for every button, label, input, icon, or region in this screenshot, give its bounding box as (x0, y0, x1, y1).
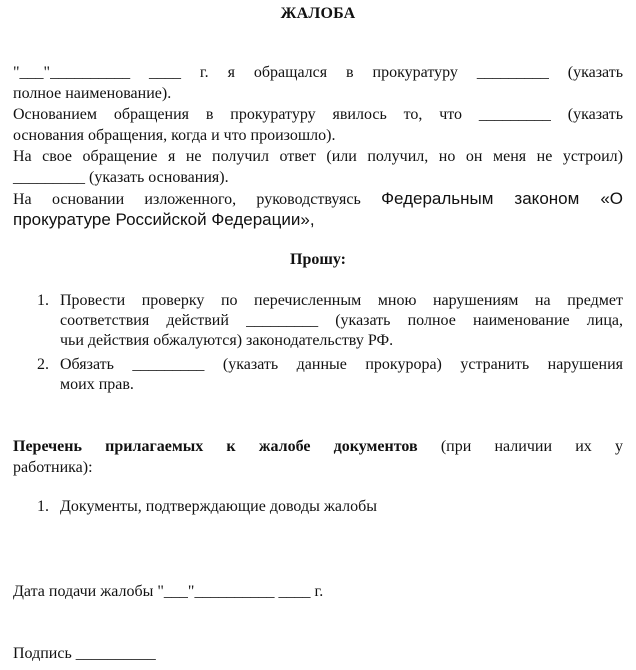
list-number: 2. (37, 356, 49, 373)
list-text (60, 355, 623, 395)
submission-date-line: Дата подачи жалобы "___"__________ ____ г. (13, 583, 324, 600)
paragraph-legal-basis-line2 (13, 210, 623, 231)
signature-line: Подпись __________ (13, 645, 156, 662)
attachments-heading-rest: (при наличии их у (417, 438, 623, 455)
document-title: ЖАЛОБА (280, 5, 356, 22)
paragraph-grounds-line2: основания обращения, когда и что произошло). (13, 127, 336, 144)
attachments-heading-line2: работника): (13, 459, 93, 476)
attachments-heading-bold: Перечень прилагаемых к жалобе документов (13, 438, 418, 455)
federal-law-link[interactable]: Федеральным законом «О (381, 189, 623, 208)
request-heading: Прошу: (290, 251, 346, 268)
attachments-heading-line1 (13, 437, 623, 457)
paragraph-appeal-line1: "___"__________ ____ г. я обращался в прокуратуру _________ (указать (13, 64, 623, 81)
request-2-line1: Обязать _________ (указать данные прокурора) устранить нарушения (60, 356, 623, 373)
request-item-1 (37, 291, 623, 351)
list-text: Документы, подтверждающие доводы жалобы (60, 498, 377, 515)
legal-basis-text: На основании изложенного, руководствуясь (13, 191, 382, 208)
paragraph-legal-basis-line1 (13, 189, 623, 210)
paragraph-response-line1: На свое обращение я не получил ответ (или получил, но он меня не устроил) (13, 148, 623, 165)
request-1-line1: Провести проверку по перечисленным мною нарушениям на предмет (60, 292, 623, 309)
paragraph-response-line2: _________ (указать основания). (13, 169, 229, 186)
list-number: 1. (37, 292, 49, 309)
request-2-line2: моих прав. (60, 376, 134, 393)
list-text (60, 291, 623, 351)
request-1-line3: чьи действия обжалуются) законодательству РФ. (60, 332, 394, 349)
request-1-line2: соответствия действий _________ (указать полное наименование лица, (60, 312, 623, 329)
paragraph-grounds-line1: Основанием обращения в прокуратуру явилось то, что _________ (указать (13, 106, 623, 123)
federal-law-link-cont[interactable]: прокуратуре Российской Федерации», (13, 210, 315, 229)
paragraph-appeal-line2: полное наименование). (13, 85, 172, 102)
request-item-2 (37, 355, 623, 395)
attachment-item-1 (37, 497, 623, 517)
list-number: 1. (37, 498, 49, 515)
